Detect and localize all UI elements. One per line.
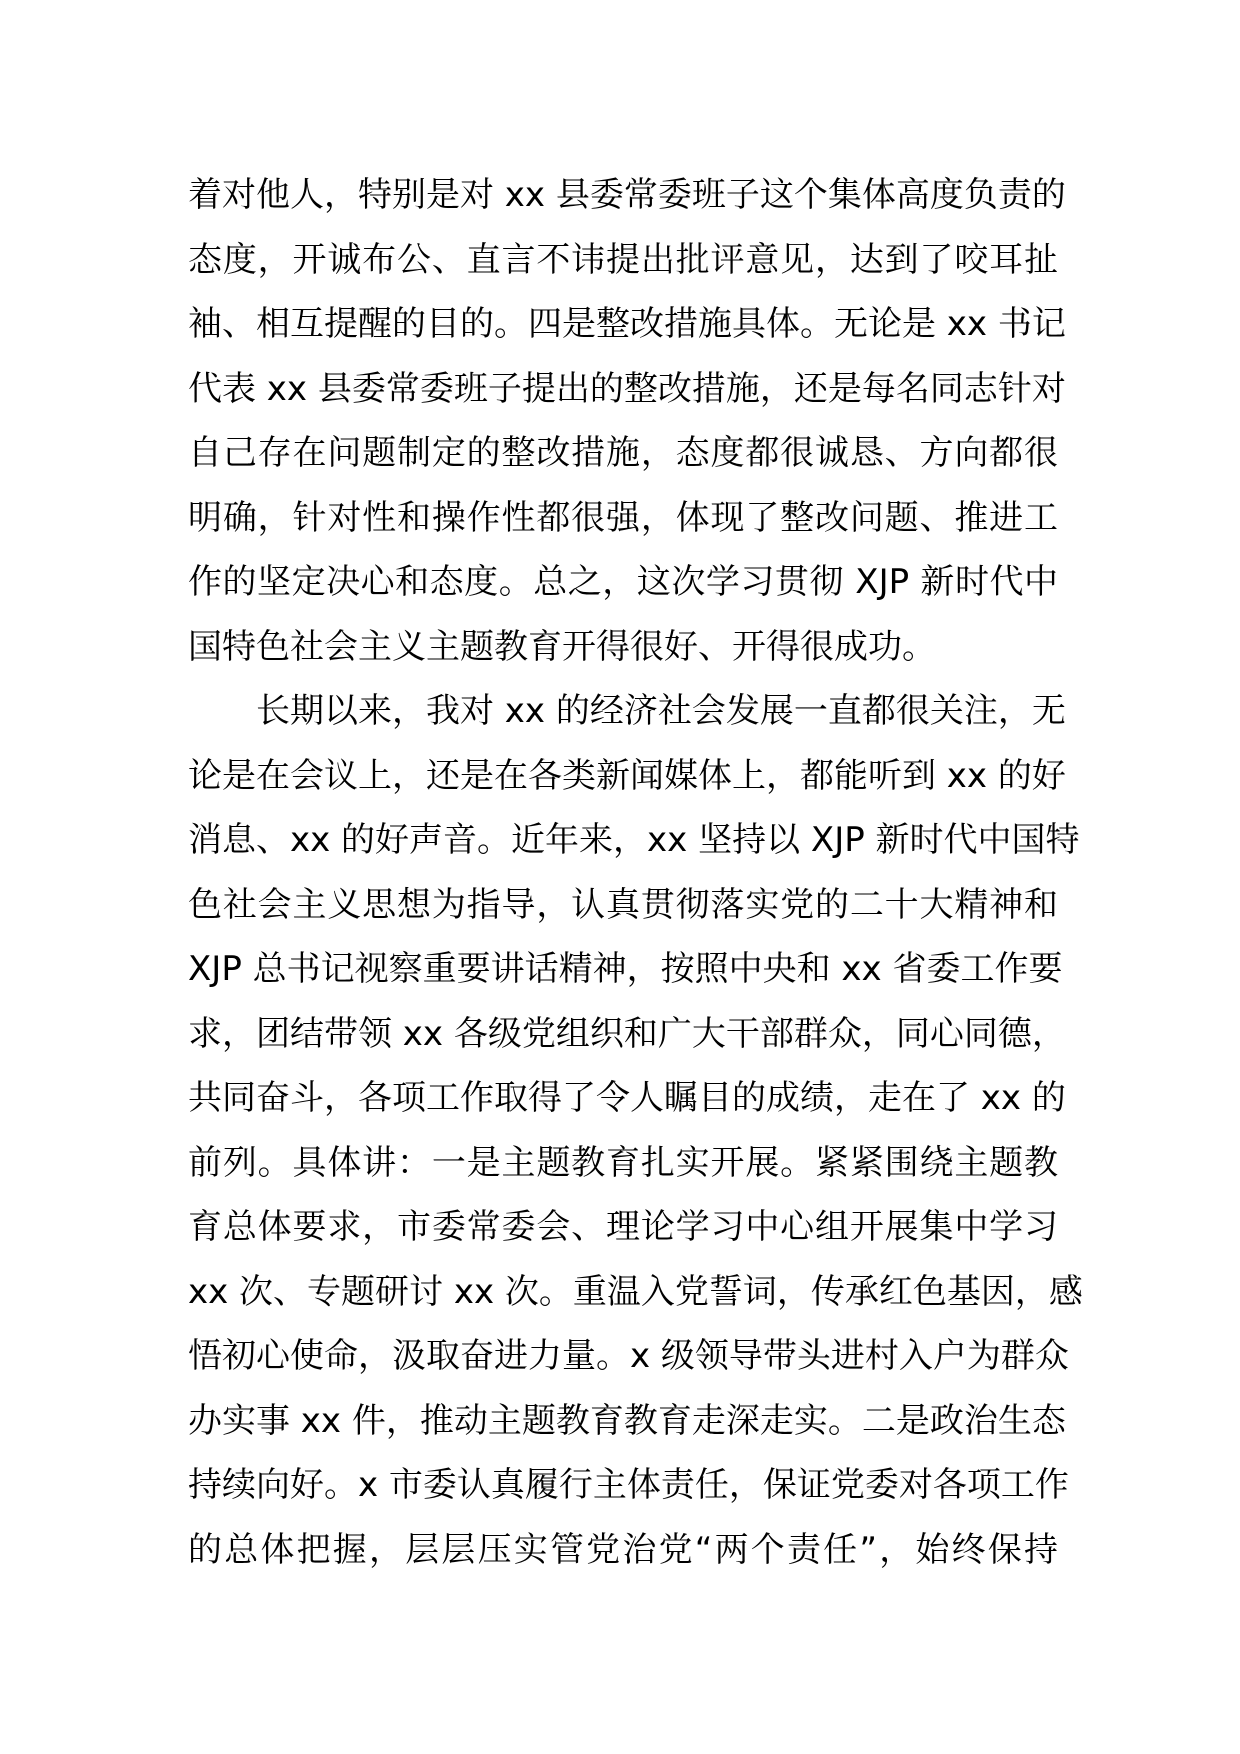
- text-line: 消息、xx 的好声音。近年来，xx 坚持以 XJP 新时代中国特: [188, 820, 1080, 860]
- paragraph-first-line: 长期以来，我对 xx 的经济社会发展一直都很关注，无: [256, 691, 1066, 731]
- text-line: 办实事 xx 件，推动主题教育教育走深走实。二是政治生态: [188, 1400, 1066, 1441]
- text-line: 悟初心使命，汲取奋进力量。x 级领导带头进村入户为群众: [188, 1336, 1069, 1376]
- text-line: 共同奋斗，各项工作取得了令人瞩目的成绩，走在了 xx 的: [188, 1078, 1066, 1118]
- text-line: 代表 xx 县委常委班子提出的整改措施，还是每名同志针对: [188, 368, 1066, 409]
- text-line: 袖、相互提醒的目的。四是整改措施具体。无论是 xx 书记: [188, 304, 1066, 344]
- text-line: 前列。具体讲：一是主题教育扎实开展。紧紧围绕主题教: [188, 1142, 1058, 1183]
- text-line: 论是在会议上，还是在各类新闻媒体上，都能听到 xx 的好: [188, 755, 1066, 796]
- text-line: 着对他人，特别是对 xx 县委常委班子这个集体高度负责的: [188, 175, 1066, 215]
- text-line: 作的坚定决心和态度。总之，这次学习贯彻 XJP 新时代中: [188, 562, 1058, 602]
- text-line: 态度，开诚布公、直言不讳提出批评意见，达到了咬耳扯: [188, 239, 1058, 280]
- text-line: 育总体要求，市委常委会、理论学习中心组开展集中学习: [188, 1207, 1058, 1247]
- text-line: 自己存在问题制定的整改措施，态度都很诚恳、方向都很: [188, 433, 1058, 473]
- body-text: [188, 163, 1083, 1582]
- paragraph-end-line: 国特色社会主义主题教育开得很好、开得很成功。: [188, 626, 936, 667]
- text-line: xx 次、专题研讨 xx 次。重温入党誓词，传承红色基因，感: [188, 1271, 1083, 1312]
- text-line: 求，团结带领 xx 各级党组织和广大干部群众，同心同德，: [188, 1013, 1066, 1054]
- text-line: 明确，针对性和操作性都很强，体现了整改问题、推进工: [188, 497, 1058, 538]
- text-line: XJP 总书记视察重要讲话精神，按照中央和 xx 省委工作要: [188, 949, 1063, 989]
- text-line: 色社会主义思想为指导，认真贯彻落实党的二十大精神和: [188, 884, 1058, 925]
- text-line: 的总体把握，层层压实管党治党“两个责任”，始终保持: [188, 1529, 1058, 1570]
- text-line: 持续向好。x 市委认真履行主体责任，保证党委对各项工作: [188, 1465, 1069, 1505]
